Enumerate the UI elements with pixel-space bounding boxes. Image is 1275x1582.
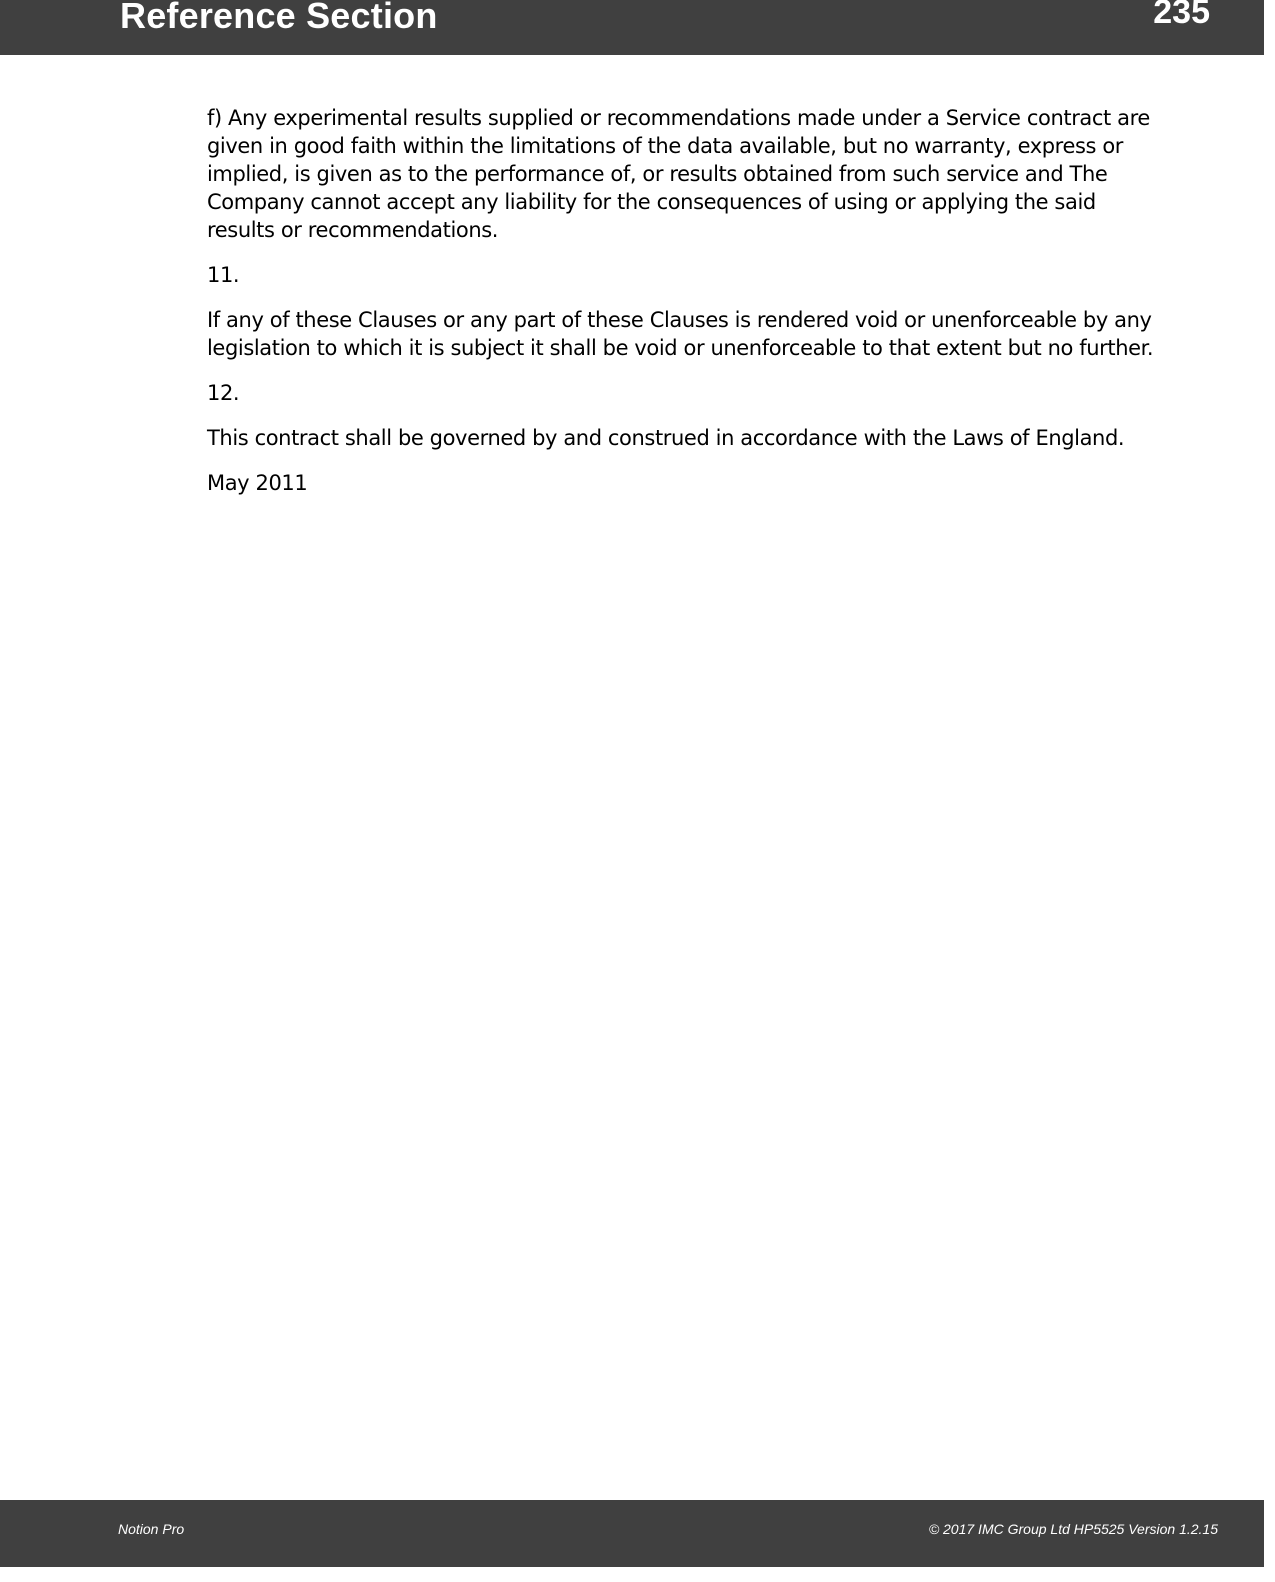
footer-copyright: © 2017 IMC Group Ltd HP5525 Version 1.2.15	[928, 1521, 1218, 1537]
clause-f-paragraph: f) Any experimental results supplied or recommendations made under a Service contract are given in good faith within the limitations of the data available, but no warranty, express or implied, is given as to the performance of, or results obtained from such service and The Company cannot accept any liability for the consequences of using or applying the said results or recommendations.	[207, 106, 1150, 242]
section-title: Reference Section	[120, 0, 438, 36]
footer-product-name: Notion Pro	[118, 1521, 185, 1537]
clause-number-12: 12.	[207, 381, 240, 405]
page-header	[0, 0, 1264, 55]
page-number: 235	[1153, 0, 1210, 31]
page-footer	[0, 1500, 1264, 1567]
clause-number-11: 11.	[207, 263, 240, 287]
clause-11-paragraph: If any of these Clauses or any part of these Clauses is rendered void or unenforceable by any legislation to which it is subject it shall be void or unenforceable to that extent but no further.	[207, 308, 1154, 360]
clause-12-paragraph: This contract shall be governed by and construed in accordance with the Laws of England.	[207, 426, 1125, 450]
document-body	[207, 104, 1157, 514]
document-date: May 2011	[207, 471, 308, 495]
